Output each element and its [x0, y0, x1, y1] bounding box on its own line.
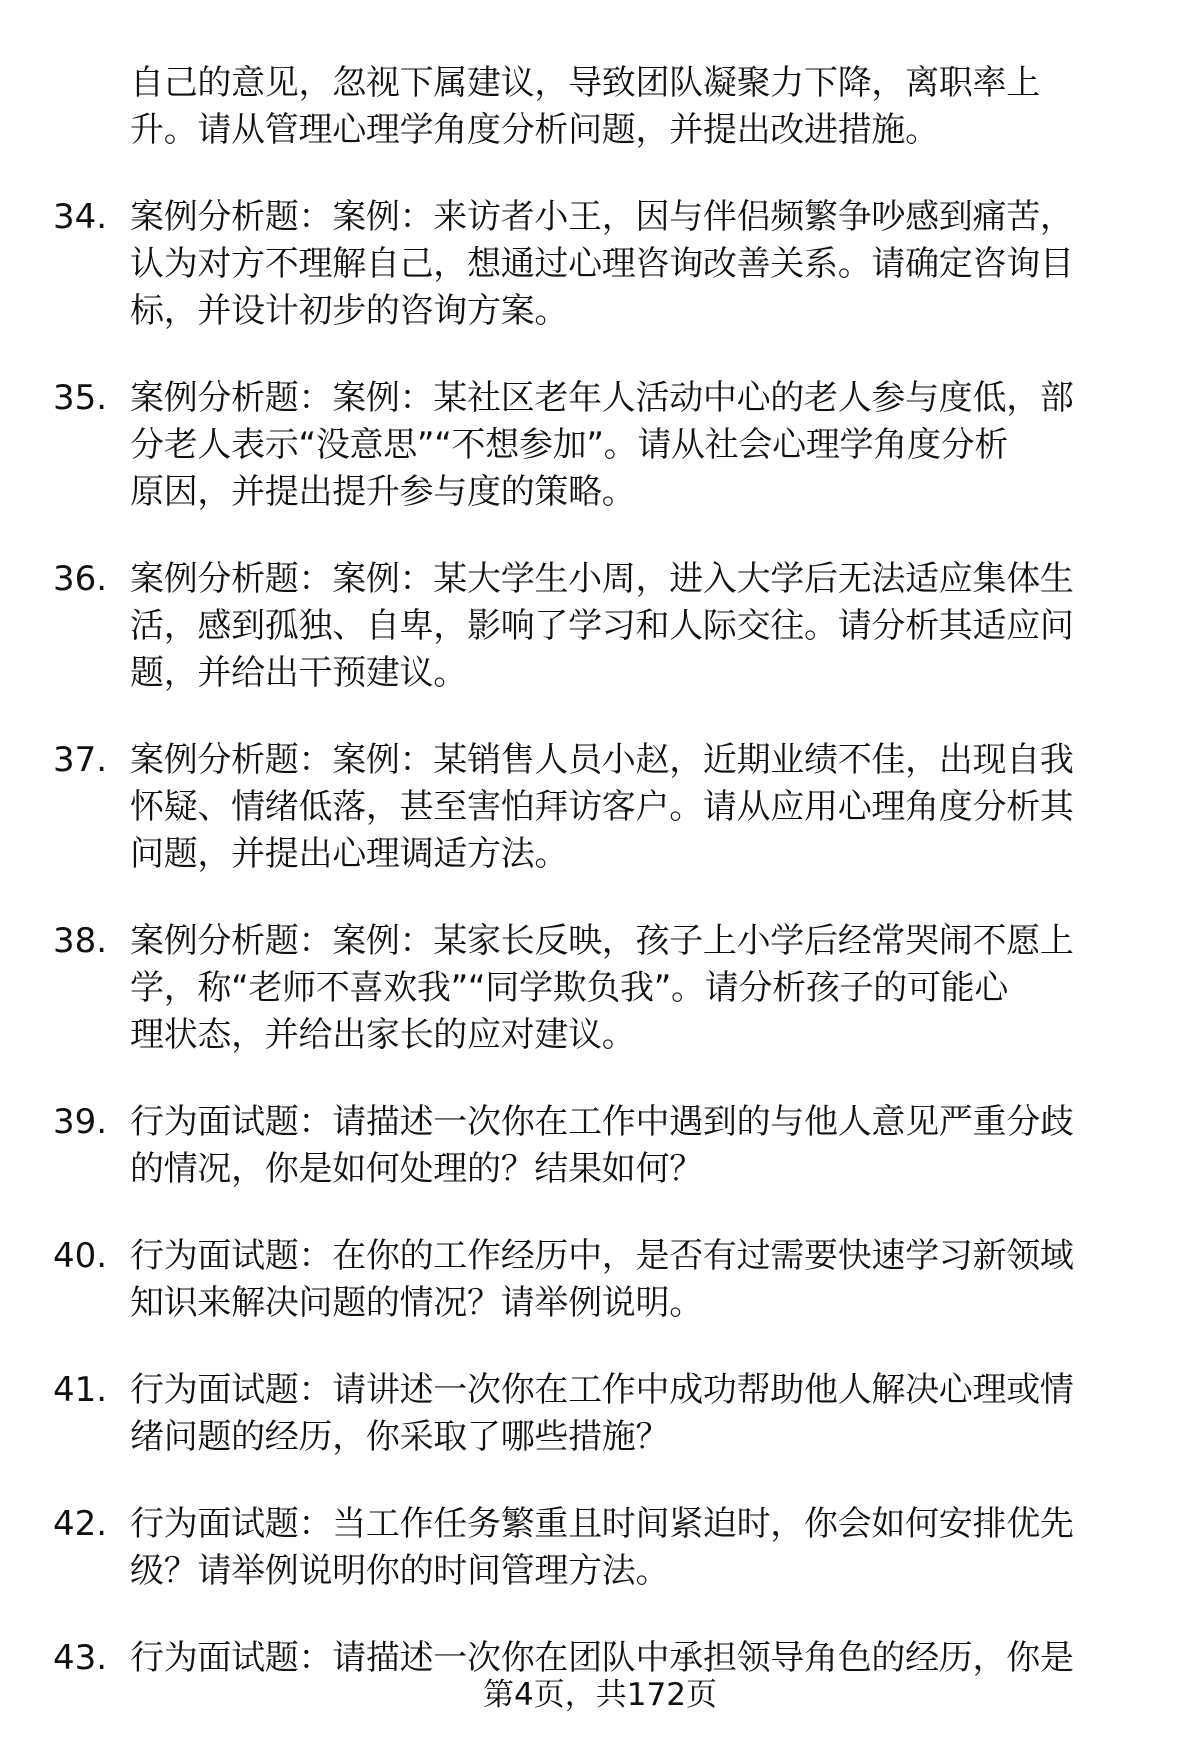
question-number: 43. — [53, 1638, 108, 1678]
question-text-line: 问题，并提出心理调适方法。 — [130, 834, 569, 874]
question-text-line: 行为面试题：在你的工作经历中，是否有过需要快速学习新领域 — [130, 1236, 1074, 1276]
question-text-line: 活，感到孤独、自卑，影响了学习和人际交往。请分析其适应问 — [130, 606, 1074, 646]
question-number: 38. — [53, 921, 108, 961]
question-number: 39. — [53, 1102, 108, 1142]
question-text-line: 自己的意见，忽视下属建议，导致团队凝聚力下降，离职率上 — [130, 63, 1040, 103]
question-text-line: 行为面试题：请讲述一次你在工作中成功帮助他人解决心理或情 — [130, 1370, 1074, 1410]
question-number: 37. — [53, 740, 108, 780]
question-text-line: 理状态，并给出家长的应对建议。 — [130, 1015, 636, 1055]
question-item — [0, 556, 1200, 697]
question-number: 42. — [53, 1504, 108, 1544]
question-text-line: 行为面试题：当工作任务繁重且时间紧迫时，你会如何安排优先 — [130, 1504, 1074, 1544]
document-body — [0, 60, 1200, 1722]
question-text-line: 行为面试题：请描述一次你在工作中遇到的与他人意见严重分歧 — [130, 1102, 1074, 1142]
question-item — [0, 1501, 1200, 1595]
question-item — [0, 1367, 1200, 1461]
question-text-line: 题，并给出干预建议。 — [130, 653, 467, 693]
question-33-continuation — [0, 60, 1200, 154]
question-text-line: 学，称“老师不喜欢我”“同学欺负我”。请分析孩子的可能心 — [130, 968, 1009, 1008]
question-text-line: 行为面试题：请描述一次你在团队中承担领导角色的经历，你是 — [130, 1638, 1074, 1678]
question-text-line: 案例分析题：案例：某大学生小周，进入大学后无法适应集体生 — [130, 559, 1074, 599]
question-item — [0, 1233, 1200, 1327]
question-text-line: 知识来解决问题的情况？请举例说明。 — [130, 1283, 703, 1323]
question-number: 34. — [53, 197, 108, 237]
question-text-line: 的情况，你是如何处理的？结果如何？ — [130, 1149, 703, 1189]
question-text-line: 升。请从管理心理学角度分析问题，并提出改进措施。 — [130, 110, 939, 150]
question-text-line: 怀疑、情绪低落，甚至害怕拜访客户。请从应用心理角度分析其 — [130, 787, 1074, 827]
question-text-line: 认为对方不理解自己，想通过心理咨询改善关系。请确定咨询目 — [130, 244, 1074, 284]
question-text-line: 级？请举例说明你的时间管理方法。 — [130, 1551, 670, 1591]
question-item — [0, 1099, 1200, 1193]
question-text-line: 原因，并提出提升参与度的策略。 — [130, 472, 636, 512]
question-text-line: 案例分析题：案例：某社区老年人活动中心的老人参与度低，部 — [130, 378, 1074, 418]
question-text-line: 绪问题的经历，你采取了哪些措施？ — [130, 1417, 670, 1457]
question-text-line: 案例分析题：案例：某销售人员小赵，近期业绩不佳，出现自我 — [130, 740, 1074, 780]
question-item — [0, 737, 1200, 878]
question-number: 41. — [53, 1370, 108, 1410]
question-text-line: 分老人表示“没意思”“不想参加”。请从社会心理学角度分析 — [130, 425, 1009, 465]
question-text-line: 案例分析题：案例：某家长反映，孩子上小学后经常哭闹不愿上 — [130, 921, 1074, 961]
page-number: 第4页，共172页 — [483, 1677, 717, 1713]
question-item — [0, 918, 1200, 1059]
question-number: 36. — [53, 559, 108, 599]
question-number: 40. — [53, 1236, 108, 1276]
question-number: 35. — [53, 378, 108, 418]
question-item — [0, 375, 1200, 516]
question-text-line: 案例分析题：案例：来访者小王，因与伴侣频繁争吵感到痛苦， — [130, 197, 1074, 237]
question-item — [0, 194, 1200, 335]
question-text-line: 标，并设计初步的咨询方案。 — [130, 291, 569, 331]
